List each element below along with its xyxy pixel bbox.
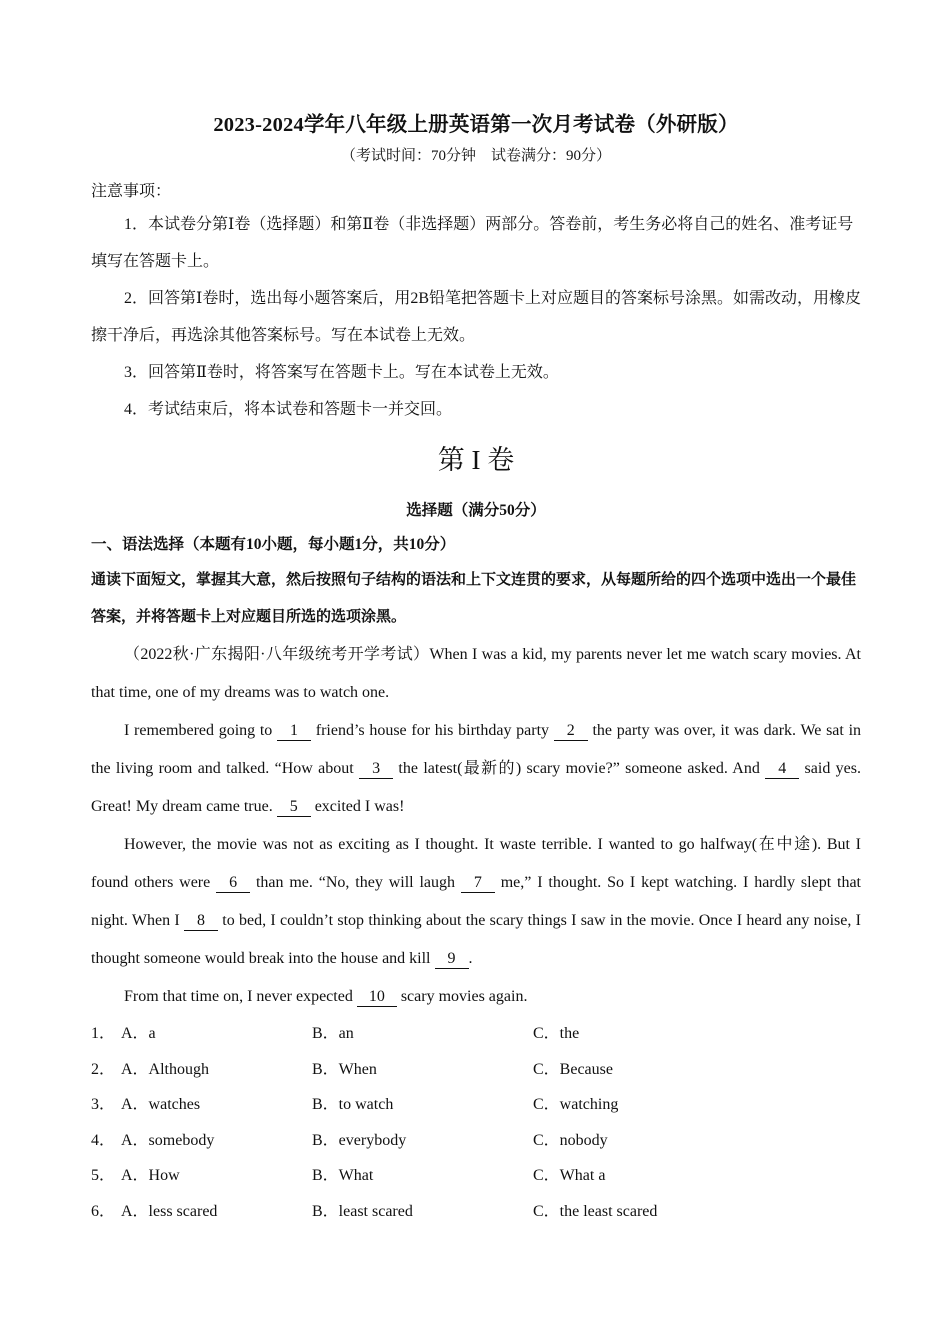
option-c: C．nobody xyxy=(533,1131,608,1149)
option-b: B．What xyxy=(312,1167,374,1184)
part-instruction: 通读下面短文，掌握其大意，然后按照句子结构的语法和上下文连贯的要求，从每题所给的四个选项中选出一个最佳答案，并将答题卡上对应题目所选的选项涂黑。 xyxy=(91,572,857,625)
exam-subtitle: （考试时间：70分钟 试卷满分：90分） xyxy=(340,148,611,164)
question-row xyxy=(91,1087,861,1123)
question-row xyxy=(91,1016,861,1052)
passage-paragraph-1: （2022秋·广东揭阳·八年级统考开学考试）When I was a kid, my parents never let me watch scary movies. At that time, one of my dreams was to watch one. xyxy=(91,646,861,701)
option-b: B．least scared xyxy=(312,1202,413,1220)
option-a: A．How xyxy=(121,1167,180,1184)
option-c: C．Because xyxy=(533,1060,613,1078)
blank-2: 2 xyxy=(554,722,588,741)
blank-5: 5 xyxy=(277,798,311,817)
blank-3: 3 xyxy=(359,760,393,779)
option-a: A．somebody xyxy=(121,1131,215,1149)
note-item: 2．回答第Ⅰ卷时，选出每小题答案后，用2B铅笔把答题卡上对应题目的答案标号涂黑。如需改动，用橡皮擦干净后，再选涂其他答案标号。写在本试卷上无效。 xyxy=(91,290,861,344)
volume-heading: 第 I 卷 xyxy=(437,445,515,475)
option-b: B．an xyxy=(312,1025,354,1042)
blank-9: 9 xyxy=(435,950,469,969)
option-b: B．everybody xyxy=(312,1131,407,1149)
passage-paragraph-2: I remembered going to 1 friend’s house for his birthday party 2 the party was over, it was dark. We sat in the living room and talked. “How about 3 the latest(最新的) scary movie?” someone asked. And 4 said yes. Great! My dream came true. 5 excited I was! xyxy=(91,722,862,815)
note-item: 1．本试卷分第Ⅰ卷（选择题）和第Ⅱ卷（非选择题）两部分。答卷前，考生务必将自己的姓名、准考证号填写在答题卡上。 xyxy=(91,216,854,270)
option-a: A．watches xyxy=(121,1096,201,1113)
option-b: B．When xyxy=(312,1060,377,1078)
question-number: 6． xyxy=(91,1202,116,1220)
option-b: B．to watch xyxy=(312,1096,394,1113)
blank-1: 1 xyxy=(277,722,311,741)
option-a: A．a xyxy=(121,1025,156,1042)
option-c: C．watching xyxy=(533,1096,619,1113)
question-row xyxy=(91,1052,861,1088)
question-row xyxy=(91,1123,861,1159)
note-item: 4．考试结束后，将本试卷和答题卡一并交回。 xyxy=(124,401,453,418)
question-number: 2． xyxy=(91,1060,116,1078)
blank-4: 4 xyxy=(765,760,799,779)
passage-paragraph-3: However, the movie was not as exciting as I thought. It waste terrible. I wanted to go halfway(在中途). But I found others were 6 than me. “No, they will laugh 7 me,” I thought. So I kept watching. I hardly slept that night. When I 8 to bed, I couldn’t stop thinking about the scary things I saw in the movie. Once I heard any noise, I thought someone would break into the house and kill 9 . xyxy=(91,836,861,967)
option-c: C．What a xyxy=(533,1167,606,1184)
blank-10: 10 xyxy=(357,988,397,1007)
blank-7: 7 xyxy=(461,874,495,893)
option-c: C．the xyxy=(533,1025,580,1042)
exam-page xyxy=(91,110,861,1229)
notes-heading: 注意事项： xyxy=(91,183,172,200)
question-number: 4． xyxy=(91,1131,116,1149)
passage-paragraph-4: From that time on, I never expected 10 scary movies again. xyxy=(124,988,528,1005)
question-number: 3． xyxy=(91,1096,116,1113)
question-options xyxy=(91,1016,861,1229)
question-number: 1． xyxy=(91,1025,116,1042)
note-item: 3．回答第Ⅱ卷时，将答案写在答题卡上。写在本试卷上无效。 xyxy=(124,364,559,381)
option-a: A．Although xyxy=(121,1060,210,1078)
option-c: C．the least scared xyxy=(533,1202,658,1220)
question-number: 5． xyxy=(91,1167,116,1184)
exam-title: 2023-2024学年八年级上册英语第一次月考试卷（外研版） xyxy=(213,114,739,136)
question-row xyxy=(91,1158,861,1194)
blank-8: 8 xyxy=(184,912,218,931)
section-title: 选择题（满分50分） xyxy=(406,502,546,519)
part-title: 一、语法选择（本题有10小题，每小题1分，共10分） xyxy=(91,536,456,553)
blank-6: 6 xyxy=(216,874,250,893)
option-a: A．less scared xyxy=(121,1202,218,1220)
question-row xyxy=(91,1194,861,1230)
